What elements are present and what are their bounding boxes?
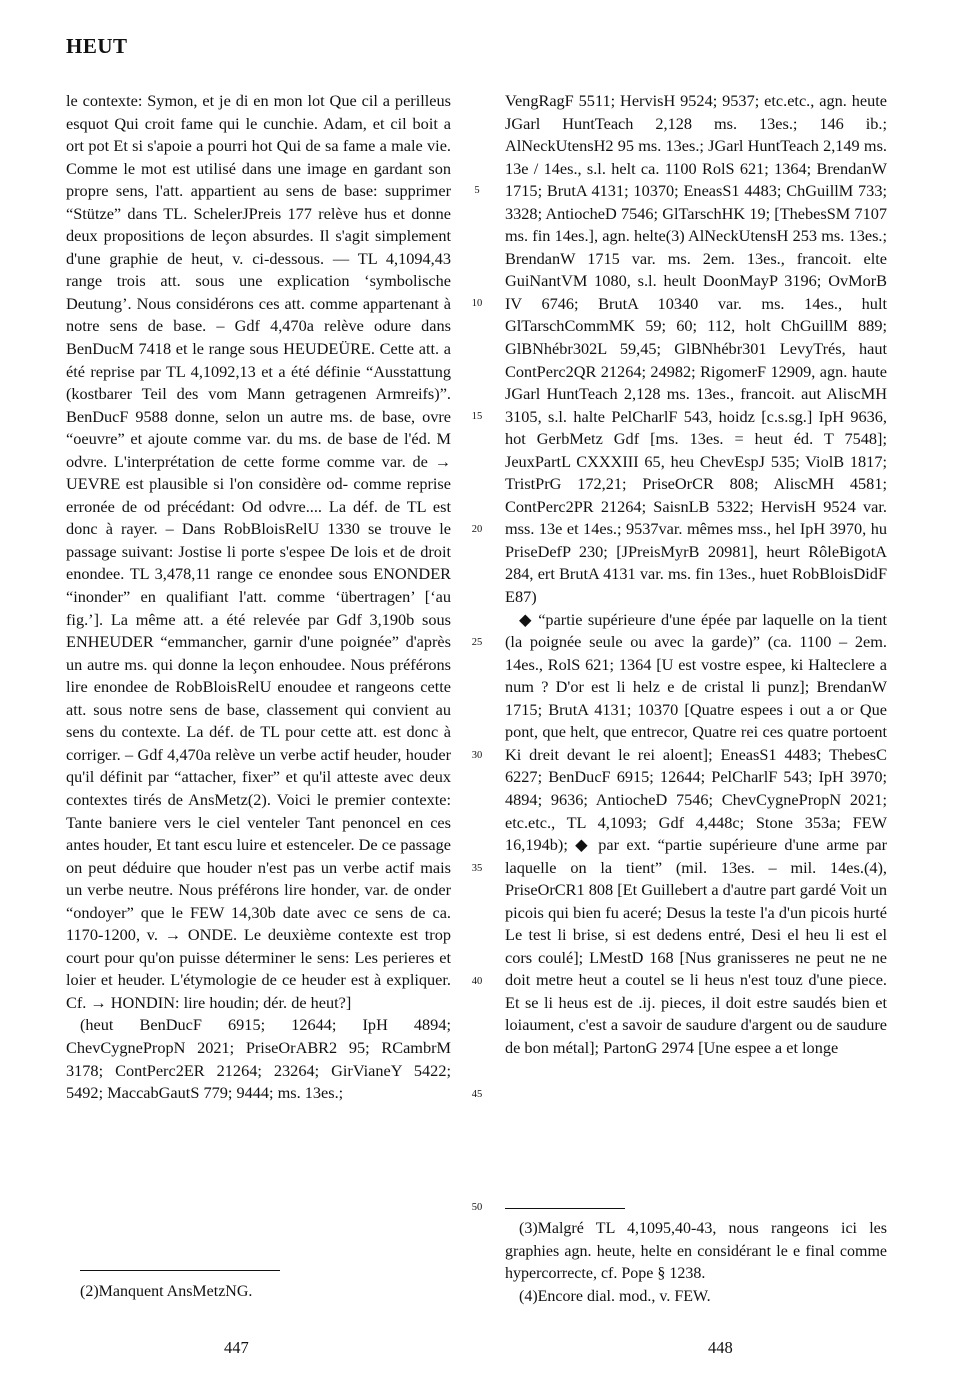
line-number: 10 (471, 298, 483, 309)
line-number: 45 (471, 1089, 483, 1100)
page-number: 447 (224, 1338, 249, 1357)
paragraph: VengRagF 5511; HervisH 9524; 9537; etc.etc., agn. heute JGarl HuntTeach 2,128 ms. 13es.; 146 ib.; AlNeckUtensH2 95 ms. 13es.; JGarl HuntTeach 2,149 ms. 13e / 14es., s.l. helt ca. 1100 RolS 621; 1364; BrendanW 1715; BrutA 4131; 10370; EneasS1 4483; ChGuillM 733; 3328; AntiocheD 7546; GlTarschHK 19; [ThebesSM 7107 ms. fin 14es.], agn. helte(3) AlNeckUtensH 253 ms. 13es.; BrendanW 1715 var. ms. 2em. 13es., francoit. elte GuiNantVM 1080, s.l. heult DoonMayP 3196; OvMorB IV 6746; BrutA 10340 var. ms. 14es., hult GlTarschCommMK 59; 60; 112, holt ChGuillM 889; GlBNhébr302L 59,45; GlBNhébr301 LevyTrés, haut ContPerc2QR 21264; 24982; RigomerF 12909, agn. haute JGarl HuntTeach 2,128 ms. 13es., francoit. aut AliscMH 3105, s.l. halte PelCharlF 543, hoidz [c.s.sg.] IpH 9636, hot GerbMetz Gdf [ms. 13es. = heut éd. T 7548]; JeuxPartL CXXXIII 65, heu ChevEspJ 535; ViolB 1817; TristPrG 172,21; PriseOrCR 808; AliscMH 4581; ContPerc2PR 21264; SaisnLB 5322; HervisH 9524 var. mss. 13e et 14es.; 9537var. mêmes mss., hel IpH 3970, hu PriseDefP 230; [JPreisMyrB 20981], heurt RôleBigotA 284, ert BrutA 4131 var. ms. fin 13es., huet RobBloisDidF E87) (505, 91, 887, 607)
left-column (66, 90, 451, 1105)
page-number: 448 (708, 1338, 733, 1357)
footnote: (2)Manquent AnsMetzNG. (80, 1283, 253, 1300)
footnote: (3)Malgré TL 4,1095,40-43, nous rangeons ici les graphies agn. heute, helte en considérant le e final comme hypercorrecte, cf. Pope § 1238. (505, 1220, 887, 1282)
footnote: (4)Encore dial. mod., v. FEW. (519, 1287, 711, 1305)
line-number: 30 (471, 750, 483, 761)
line-number: 15 (471, 411, 483, 422)
paragraph: (heut BenDucF 6915; 12644; IpH 4894; ChevCygnePropN 2021; PriseOrABR2 95; RCambrM 3178; ContPerc2ER 21264; 23264; GirVianeY 5422; 5492; MaccabGautS 779; 9444; ms. 13es.; (66, 1015, 451, 1103)
footnote-block (505, 1218, 887, 1308)
line-number: 35 (471, 863, 483, 874)
paragraph: ◆ “partie supérieure d'une épée par laquelle on la tient (la poignée seule ou avec la garde)” (ca. 1100 – 2em. 14es., RolS 621; 1364 [U est vostre espee, ki Halteclere a num ? D'or est li helz e de cristal li punz]; BrendanW 1715; BrutA 4131; 10370 [Quatre espees i out a or Que pont, que helt, que entrecor, Quatre rei ces quatre portoent Ki dreit devant le rei aloent]; EneasS1 4483; ThebesC 6227; BenDucF 6915; 12644; PelCharlF 543; IpH 3970; 4894; 9636; AntiocheD 7546; ChevCygnePropN 2021; etc.etc., TL 4,1093; Gdf 4,448c; Stone 353a; FEW 16,194b); ◆ par ext. “partie supérieure d'une arme par laquelle on la tient” (mil. 13es. – mil. 14es.(4), PriseOrCR1 808 [Et Guillebert a d'autre part gardé Voit un picois qui bien fu aceré; Desus la teste l'a d'un picois hurté Le test li brise, si est dedens entré, Desi el heu li est el cors coulé]; LMestD 168 [Nus granisseres ne peut ne ne doit metre heut a coutel se li heus n'est touz d'une piece. Et se li heus est de .ij. pieces, il doit estre saudés bien et loiaument, c'est a savoir de saudure d'argent ou de saudure de bon métal]; PartonG 2974 [Une espee a et longe (505, 609, 887, 1057)
right-column (505, 90, 887, 1060)
footnote-rule (80, 1270, 280, 1271)
line-number: 25 (471, 637, 483, 648)
line-number: 50 (471, 1202, 483, 1213)
line-number: 20 (471, 524, 483, 535)
footnote-rule (505, 1208, 625, 1209)
paragraph: le contexte: Symon, et je di en mon lot Que cil a perilleus esquot Qui croit fame qui le cunchie. Adam, et cil boit a ort pot Et si s'apoie a pourri hot Qui de sa fame a male vie. Comme le mot est utilisé dans une image en gardant son propre sens, l'att. appartient au sens de base: supprimer “Stütze” dans TL. SchelerJPreis 177 relève hus et donne deux propositions de leçon absurdes. Il s'agit simplement d'une graphie de heut, v. ci-dessous. — TL 4,1094,43 range trois att. sous une explication ‘symbolische Deutung’. Nous considérons ces att. comme appartenant à notre sens de base. – Gdf 4,470a relève odure dans BenDucM 7418 et le range sous HEUDEÜRE. Cette att. a été reprise par TL 4,1092,13 et a été définie “Ausstattung (kostbarer Teil des vom Mann getragenen Armreifs)”. BenDucF 9588 donne, selon un autre ms. de base, ovre “oeuvre” et ajoute comme var. du ms. de base de l'éd. M odvre. L'interprétation de cette forme comme var. de → UEVRE est plausible si l'on considère od- comme reprise erronée de od précédant: Od odvre.... La déf. de TL est donc à rayer. – Dans RobBloisRelU 1330 se trouve le passage suivant: Jostise li porte s'espee De lois et de droit enondee. TL 3,478,11 range ce enondee sous ENONDER “inonder” en qualifiant l'att. comme ‘übertragen’ [‘au fig.’]. La même att. a été relevée par Gdf 3,190b sous ENHEUDER “emmancher, garnir d'une poignée” d'après un autre ms. qui donne la leçon enhoudee. Nous préférons lire enondee de RobBloisRelU enoudee et rangeons cette att. sous notre sens de base, classement qui convient au sens du contexte. La déf. de TL pour cette att. est donc à corriger. – Gdf 4,470a relève un verbe actif heuder, houder qu'il définit par “attacher, fixer” et qu'il atteste avec deux contextes tirés de AnsMetz(2). Voici le premier contexte: Tante baniere vers le ciel venteler Tant penoncel en ces antes houder, Et tant escu luire et estenceler. De ce passage on peut déduire que houder n'est pas un verbe actif mais un verbe neutre. Nous préférons lire honder, var. de onder “ondoyer” que le FEW 14,30b date avec ce sens de ca. 1170-1200, v. → ONDE. Le deuxième contexte est trop court pour qu'on puisse déterminer le sens: Les perieres et loier et heuder. L'étymologie de ce heuder est à expliquer. Cf. → HONDIN: lire houdin; dér. de heut?] (66, 91, 451, 1012)
line-number: 5 (474, 185, 480, 196)
line-number: 40 (471, 976, 483, 987)
running-head: HEUT (66, 34, 128, 58)
